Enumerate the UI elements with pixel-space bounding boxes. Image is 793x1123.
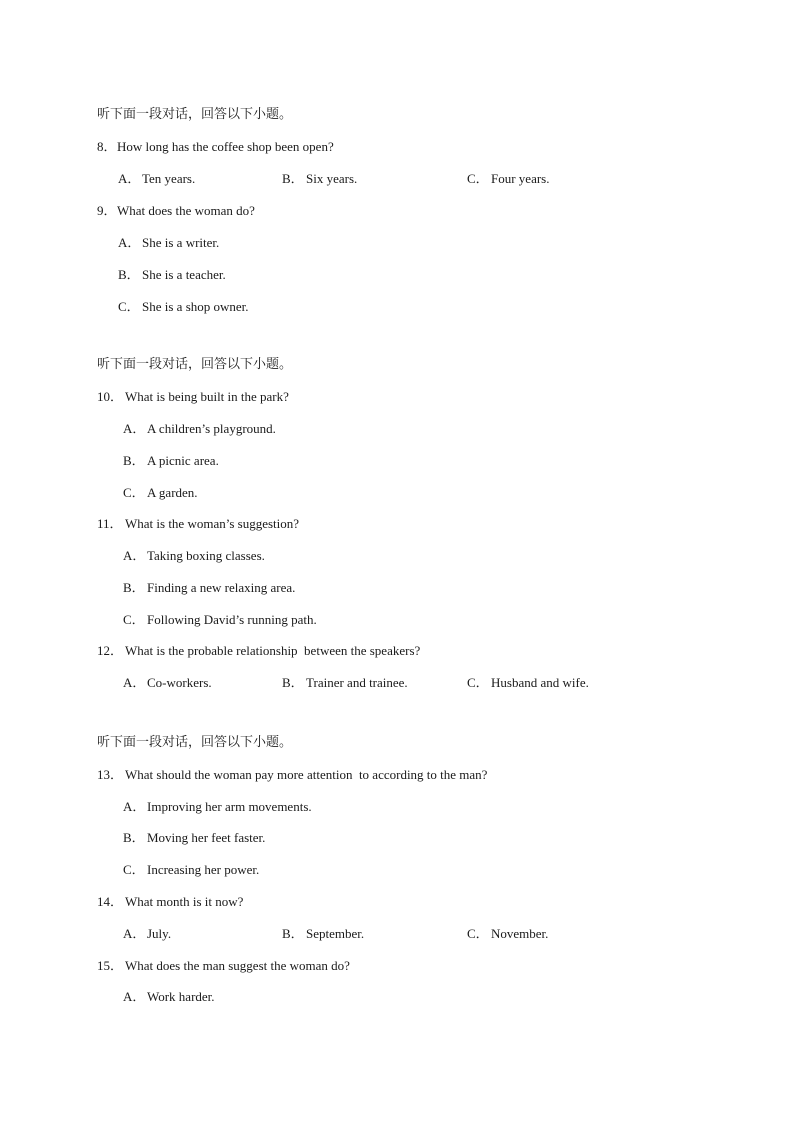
question-text: What is the probable relationship between the speakers? [125,643,421,658]
option-letter: B． [282,171,304,186]
option-text: Ten years. [142,171,196,186]
option-a [123,799,312,815]
option-letter: C． [123,612,145,627]
question-number: 12． [97,643,124,658]
option-letter: C． [467,926,489,941]
option-c [123,862,259,878]
question-10 [97,389,289,405]
question-15 [97,958,350,974]
option-c [467,675,589,691]
question-text: What does the man suggest the woman do? [125,958,350,973]
section-heading: 听下面一段对话，回答以下小题。 [97,107,293,122]
option-text: Work harder. [147,989,215,1004]
option-letter: B． [123,580,145,595]
question-text: What is being built in the park? [125,389,289,404]
option-text: She is a writer. [142,235,220,250]
option-text: Improving her arm movements. [147,799,312,814]
option-letter: A． [118,235,141,250]
option-letter: B． [282,926,304,941]
option-letter: A． [123,799,146,814]
option-a [123,675,212,691]
option-text: Finding a new relaxing area. [147,580,296,595]
option-b [282,675,408,691]
option-text: July. [147,926,172,941]
option-letter: B． [282,675,304,690]
question-number: 13． [97,767,124,782]
option-c [123,612,317,628]
option-letter: A． [123,989,146,1004]
option-b [282,171,357,187]
option-a [123,989,215,1005]
option-a [123,548,265,564]
option-letter: A． [123,926,146,941]
option-letter: B． [123,830,145,845]
question-number: 14． [97,894,124,909]
question-text: What should the woman pay more attention to according to the man? [125,767,488,782]
option-letter: B． [118,267,140,282]
option-text: She is a shop owner. [142,299,249,314]
option-text: A garden. [147,485,198,500]
question-8 [97,139,334,155]
option-text: September. [306,926,365,941]
option-text: Four years. [491,171,550,186]
section-heading: 听下面一段对话，回答以下小题。 [97,357,293,372]
question-number: 15． [97,958,124,973]
option-text: Moving her feet faster. [147,830,266,845]
option-a [123,421,276,437]
option-letter: C． [118,299,140,314]
option-text: Six years. [306,171,358,186]
option-b [123,580,295,596]
option-c [123,485,198,501]
option-letter: A． [123,548,146,563]
option-b [123,453,219,469]
question-number: 8． [97,139,117,154]
option-text: Following David’s running path. [147,612,317,627]
question-number: 9． [97,203,117,218]
option-text: Co-workers. [147,675,212,690]
option-c [118,299,249,315]
question-text: What does the woman do? [117,203,255,218]
option-text: Taking boxing classes. [147,548,265,563]
question-14 [97,894,243,910]
option-letter: C． [467,171,489,186]
section-heading: 听下面一段对话，回答以下小题。 [97,735,293,750]
question-11 [97,516,299,532]
question-text: How long has the coffee shop been open? [117,139,334,154]
option-b [123,830,265,846]
question-text: What month is it now? [125,894,244,909]
option-b [282,926,364,942]
option-letter: C． [123,862,145,877]
option-letter: B． [123,453,145,468]
option-c [467,171,550,187]
option-text: A children’s playground. [147,421,276,436]
option-a [123,926,171,942]
option-b [118,267,226,283]
option-letter: C． [123,485,145,500]
option-letter: A． [123,421,146,436]
option-text: Increasing her power. [147,862,260,877]
option-c [467,926,548,942]
question-number: 10． [97,389,124,404]
question-12 [97,643,420,659]
option-letter: A． [118,171,141,186]
option-text: Trainer and trainee. [306,675,408,690]
option-letter: A． [123,675,146,690]
question-number: 11． [97,516,123,531]
option-a [118,235,219,251]
option-a [118,171,195,187]
option-text: November. [491,926,549,941]
option-letter: C． [467,675,489,690]
question-9 [97,203,255,219]
option-text: A picnic area. [147,453,219,468]
option-text: She is a teacher. [142,267,226,282]
question-text: What is the woman’s suggestion? [125,516,300,531]
option-text: Husband and wife. [491,675,589,690]
question-13 [97,767,487,783]
